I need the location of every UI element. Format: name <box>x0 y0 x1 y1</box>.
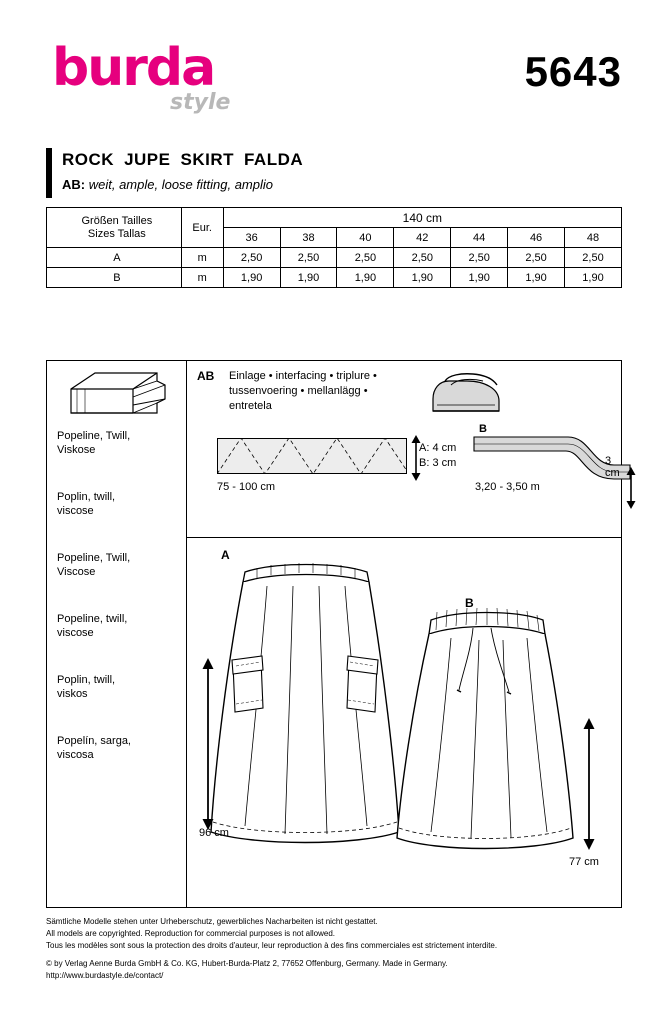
yardage-cell: 1,90 <box>223 268 280 288</box>
views-description <box>62 177 273 192</box>
fabric-width-header: 140 cm <box>223 208 621 228</box>
table-row-width <box>47 208 622 228</box>
views-prefix: AB: <box>62 177 86 192</box>
unit-cell: m <box>181 248 223 268</box>
band-view-label: B <box>479 423 487 435</box>
size-cell: 40 <box>337 228 394 248</box>
publisher-line: © by Verlag Aenne Burda GmbH & Co. KG, Hubert-Burda-Platz 2, 77652 Offenburg, Germany. Made in Germany. <box>46 959 448 968</box>
copyright-line-fr: Tous les modèles sont sous la protection des droits d'auteur, leur reproduction à des fins commerciales est strictement interdite. <box>46 941 498 950</box>
skirt-b-illustration <box>387 606 583 868</box>
yardage-cell: 1,90 <box>394 268 451 288</box>
interfacing-section <box>187 361 621 538</box>
yardage-cell: 2,50 <box>223 248 280 268</box>
table-row <box>47 268 622 288</box>
size-cell: 48 <box>565 228 622 248</box>
yardage-cell: 1,90 <box>451 268 508 288</box>
band-width-arrow <box>624 467 638 509</box>
size-cell: 44 <box>451 228 508 248</box>
fabric-suggestion-list <box>57 429 182 795</box>
interfacing-text: Einlage • interfacing • triplure • tussenvoering • mellanlägg • entretela <box>229 370 377 412</box>
yardage-cell: 1,90 <box>280 268 337 288</box>
band-caption: 3,20 - 3,50 m <box>475 481 540 493</box>
interfacing-measure-b: B: 3 cm <box>419 457 457 469</box>
size-cell: 36 <box>223 228 280 248</box>
size-cell: 46 <box>508 228 565 248</box>
skirt-a-illustration <box>205 556 405 866</box>
size-cell: 42 <box>394 228 451 248</box>
list-item: Poplin, twill, viskos <box>57 674 116 700</box>
size-cell: 38 <box>280 228 337 248</box>
list-item: Popeline, Twill, Viskose <box>57 430 131 456</box>
unit-header: Eur. <box>181 208 223 248</box>
title-accent-bar <box>46 148 52 198</box>
copyright-line-en: All models are copyrighted. Reproduction for commercial purposes is not allowed. <box>46 929 336 938</box>
size-label-cell <box>47 208 182 248</box>
page-title <box>62 150 313 170</box>
diagram-panel <box>46 360 622 908</box>
yardage-cell: 2,50 <box>508 248 565 268</box>
brand-name: burda <box>52 38 215 98</box>
interfacing-strip-diagram <box>217 438 407 474</box>
fabric-bolt-icon <box>65 369 170 421</box>
interfacing-measures <box>419 441 456 471</box>
list-item: Poplin, twill, viscose <box>57 491 116 517</box>
title-word-fr: JUPE <box>124 150 171 169</box>
garment-illustration-section <box>187 538 621 907</box>
size-label-line2: Sizes Tallas <box>87 227 146 240</box>
skirt-b-length-arrow <box>582 718 596 850</box>
list-item: Popeline, Twill, Viscose <box>57 552 131 578</box>
interfacing-strip-caption: 75 - 100 cm <box>217 481 276 493</box>
table-row <box>47 248 622 268</box>
yardage-cell: 2,50 <box>451 248 508 268</box>
iron-icon <box>427 371 507 421</box>
title-word-de: ROCK <box>62 150 115 169</box>
skirt-b-length-label: 77 cm <box>569 856 599 868</box>
interfacing-view-label: AB <box>197 369 215 383</box>
fabric-suggestion-column <box>47 361 187 907</box>
unit-cell: m <box>181 268 223 288</box>
list-item: Popelín, sarga, viscosa <box>57 735 131 761</box>
skirt-a-length-label: 96 cm <box>199 827 229 839</box>
views-desc-text: weit, ample, loose fitting, amplio <box>88 177 273 192</box>
yardage-cell: 2,50 <box>337 248 394 268</box>
yardage-cell: 1,90 <box>508 268 565 288</box>
interfacing-measure-a: A: 4 cm <box>419 442 457 454</box>
list-item: Popeline, twill, viscose <box>57 613 128 639</box>
view-label-cell: B <box>47 268 182 288</box>
brand-style: style <box>170 90 231 115</box>
yardage-cell: 2,50 <box>394 248 451 268</box>
view-label-cell: A <box>47 248 182 268</box>
brand-logo <box>52 38 282 122</box>
view-a-label: A <box>221 548 230 562</box>
pattern-number: 5643 <box>524 48 622 95</box>
yardage-cell: 1,90 <box>565 268 622 288</box>
contact-url[interactable]: http://www.burdastyle.de/contact/ <box>46 971 164 980</box>
title-word-es: FALDA <box>243 150 304 169</box>
yardage-cell: 2,50 <box>565 248 622 268</box>
size-label-line1: Größen Tailles <box>81 214 153 227</box>
yardage-cell: 1,90 <box>337 268 394 288</box>
copyright-line-de: Sämtliche Modelle stehen unter Urheberschutz, gewerbliches Nacharbeiten ist nicht gestattet. <box>46 917 378 926</box>
view-b-label: B <box>465 596 474 610</box>
yardage-cell: 2,50 <box>280 248 337 268</box>
footer <box>46 916 626 982</box>
band-width-label: 3 cm <box>605 455 620 479</box>
skirt-a-length-arrow <box>201 658 215 830</box>
title-word-en: SKIRT <box>180 150 234 169</box>
fabric-requirement-table <box>46 207 622 288</box>
